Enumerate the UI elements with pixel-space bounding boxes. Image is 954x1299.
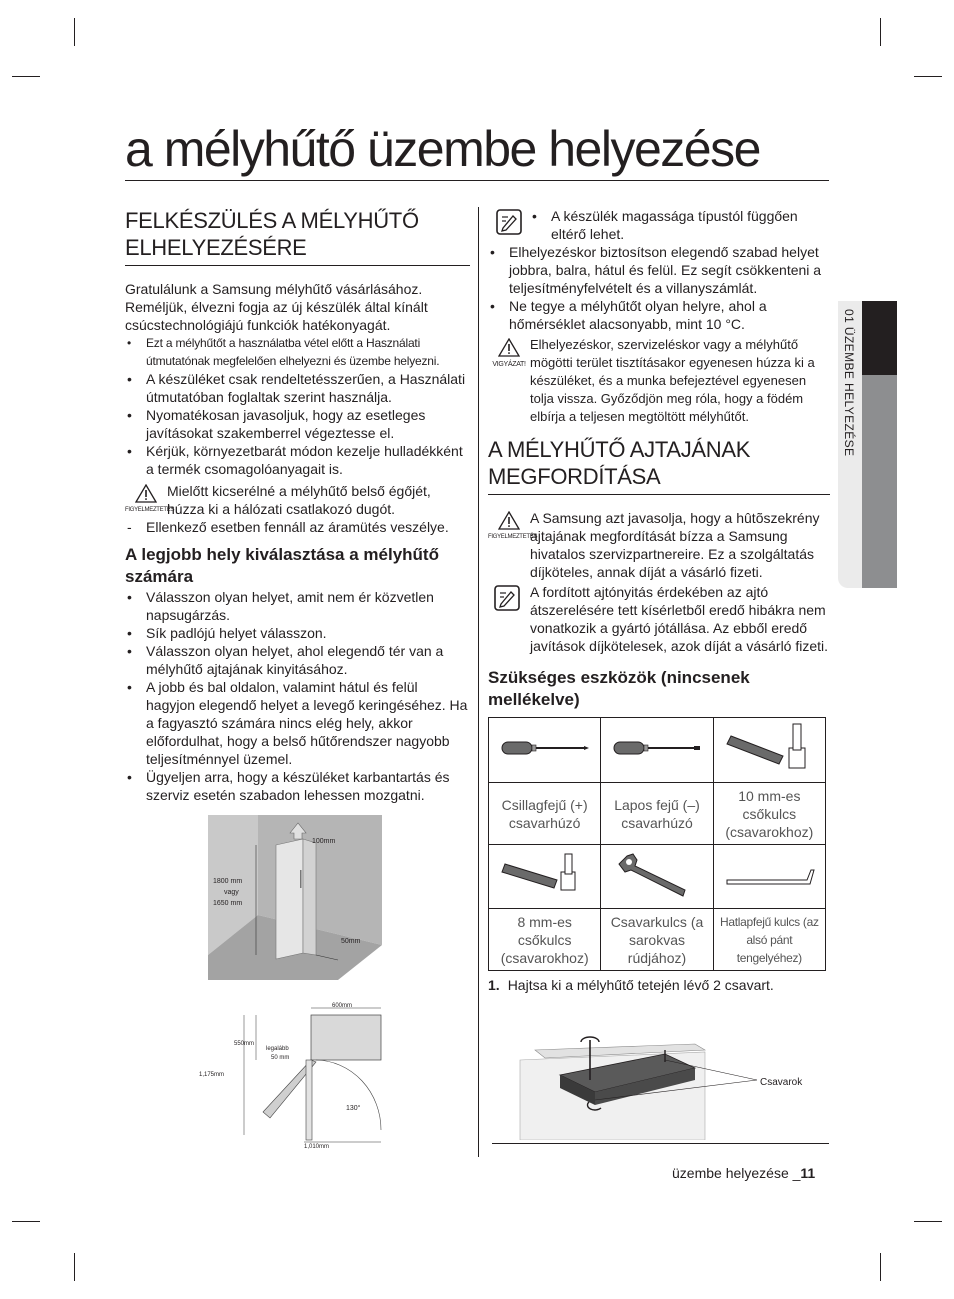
right-column xyxy=(488,207,830,994)
note-block xyxy=(488,583,830,655)
section-heading-door-reversal: A MÉLYHŰTŐ AJTAJÁNAK MEGFORDÍTÁSA xyxy=(488,436,830,495)
placement-bullets xyxy=(488,243,830,333)
clearance-top-label: 100mm xyxy=(312,838,336,845)
crop-mark xyxy=(914,76,942,77)
tool-image-wrench xyxy=(601,845,713,909)
height-label-or: vagy xyxy=(224,889,239,896)
screw-removal-illustration xyxy=(515,1030,815,1140)
warning-label: FIGYELMEZTETÉS xyxy=(125,507,175,513)
depth-label: 550mm xyxy=(234,1041,255,1047)
place-bullets xyxy=(125,588,470,804)
tool-image-hex-key xyxy=(713,845,825,909)
tool-label: Lapos fejű (–) csavarhúzó xyxy=(601,783,713,845)
tool-label: Csillagfejű (+) csavarhúzó xyxy=(489,783,601,845)
left-column xyxy=(125,207,470,804)
tool-image-flat xyxy=(601,718,713,783)
crop-mark xyxy=(12,76,40,77)
list-item: • Elhelyezéskor biztosítson elegendő szabad helyet jobbra, balra, hátul és felül. Ez segít csökkenteni a teljesítményfelvételt és a villanyszámlát. xyxy=(488,243,830,297)
chapter-tab-label: 01 ÜZEMBE HELYEZÉSE xyxy=(842,309,856,457)
intro-bullets xyxy=(125,334,470,478)
warning-icon xyxy=(125,484,175,514)
list-item: • Ne tegye a mélyhűtőt olyan helyre, ahol a hőmérséklet alacsonyabb, mint 10 °C. xyxy=(488,297,830,333)
list-item: • Válasszon olyan helyet, ahol elegendő tér van a mélyhűtő ajtajának kinyitásához. xyxy=(125,642,470,678)
note-icon xyxy=(496,209,522,239)
warning-icon xyxy=(488,511,538,541)
height-label-2: 1650 mm xyxy=(213,900,243,907)
min-gap-label: legalább xyxy=(266,1046,289,1052)
crop-mark xyxy=(12,1221,40,1222)
caution-icon xyxy=(488,338,530,368)
tool-image-socket-10mm xyxy=(713,718,825,783)
screws-callout: Csavarok xyxy=(760,1077,803,1088)
tools-table xyxy=(488,717,826,971)
list-item: • A jobb és bal oldalon, valamint hátul és felül hagyjon elegendő helyet a levegő keringéséhez. Ha a fagyasztó számára nincs elég hely, akkor előfordulhat, hogy a belső hűtőrendszer nagyobb teljesítménnyel üzemel. xyxy=(125,678,470,768)
total-depth-label: 1,175mm xyxy=(199,1072,225,1078)
page-footer xyxy=(672,1165,815,1181)
tool-image-phillips xyxy=(489,718,601,783)
warning-block xyxy=(488,509,830,581)
step-number: 1. xyxy=(488,977,500,993)
crop-mark xyxy=(74,18,75,46)
column-divider xyxy=(478,207,479,1157)
tool-label: 10 mm-es csőkulcs (csavarokhoz) xyxy=(713,783,825,845)
caution-block xyxy=(488,336,830,426)
list-item: • Nyomatékosan javasoljuk, hogy az esetleges javításokat szakemberrel végeztesse el. xyxy=(125,406,470,442)
note-icon xyxy=(494,585,520,615)
warning-text: A Samsung azt javasolja, hogy a hûtõszekrény ajtajának megfordítását bízza a Samsung hivatalos szervizpartnereire. Ez a szolgáltatás díjköteles, annak díját a vásárló fizeti. xyxy=(530,510,820,580)
tool-label: 8 mm-es csőkulcs (csavarokhoz) xyxy=(489,909,601,971)
min-gap-value: 50 mm xyxy=(271,1055,290,1061)
chapter-tab xyxy=(838,301,897,588)
list-item: • Ügyeljen arra, hogy a készüléket karbantartás és szerviz esetén szabadon lehessen mozgatni. xyxy=(125,768,470,804)
section-heading-preparation: FELKÉSZÜLÉS A MÉLYHŰTŐ ELHELYEZÉSÉRE xyxy=(125,207,470,266)
tools-heading: Szükséges eszközök (nincsenek mellékelve) xyxy=(488,668,750,709)
title-rule xyxy=(125,180,829,181)
list-item: • A készülék magassága típustól függően eltérő lehet. xyxy=(530,207,830,243)
page-title: a mélyhűtő üzembe helyezése xyxy=(125,121,760,177)
angle-label: 130° xyxy=(346,1105,361,1112)
clearance-side-label: 50mm xyxy=(341,938,361,945)
door-clearance-diagram xyxy=(196,1000,386,1150)
warning-label: FIGYELMEZTETÉS xyxy=(488,534,538,540)
tool-label: Csavarkulcs (a sarokvas rúdjához) xyxy=(601,909,713,971)
warning-consequence: - Ellenkező esetben fennáll az áramütés veszélye. xyxy=(125,518,470,536)
crop-mark xyxy=(880,1253,881,1281)
width-label: 600mm xyxy=(332,1003,353,1009)
bottom-rule xyxy=(492,1143,829,1144)
crop-mark xyxy=(880,18,881,46)
list-item: • Sík padlójú helyet válasszon. xyxy=(125,624,470,642)
caution-label: VIGYÁZAT! xyxy=(492,361,526,368)
warning-block xyxy=(125,482,470,518)
list-item: • A készüléket csak rendeltetésszerűen, a Használati útmutatóban foglaltak szerint használja. xyxy=(125,370,470,406)
sub-heading-best-place: A legjobb hely kiválasztása a mélyhűtő számára xyxy=(125,545,439,586)
step-1 xyxy=(488,976,830,994)
step-text: Hajtsa ki a mélyhűtő tetején lévő 2 csavart. xyxy=(507,977,774,993)
page-number: 11 xyxy=(800,1165,816,1181)
list-item: • Ezt a mélyhűtőt a használatba vétel előtt a Használati útmutatónak megfelelően elhelyezni és üzembe helyezni. xyxy=(125,334,470,370)
caution-text: Elhelyezéskor, szervizeléskor vagy a mélyhűtő mögötti terület tisztításakor egyenesen húzza ki a készüléket, és a munka befejeztével egyenesen tolja vissza. Győződjön meg róla, hogy a födém elbírja a teljesen megtöltött mélyhűtőt. xyxy=(530,337,815,424)
warning-text: Mielőtt kicserélné a mélyhűtő belső égőjét, húzza ki a hálózati csatlakozó dugót. xyxy=(167,483,431,517)
tool-label: Hatlapfejű kulcs (az alsó pánt tengelyéhez) xyxy=(713,909,825,971)
total-width-label: 1,010mm xyxy=(304,1144,330,1150)
clearance-illustration xyxy=(208,815,383,980)
note-text: A fordított ajtónyitás érdekében az ajtó átszerelésére tett kísérletből eredő hibákra nem vonatkozik a gyártó jótállása. Az ebből eredő javítások díjkötelesek, azok díját a vásárló fizeti. xyxy=(530,584,829,654)
note-block xyxy=(488,207,830,243)
height-label-1: 1800 mm xyxy=(213,878,243,885)
intro-paragraph: Gratulálunk a Samsung mélyhűtő vásárlásához. Reméljük, élvezni fogja az új készülék által kínált csúcstechnológiájú funkciók hatékonyagát. xyxy=(125,281,428,333)
list-item: • Kérjük, környezetbarát módon kezelje hulladékként a termék csomagolóanyagait is. xyxy=(125,442,470,478)
list-item: • Válasszon olyan helyet, amit nem ér közvetlen napsugárzás. xyxy=(125,588,470,624)
crop-mark xyxy=(914,1221,942,1222)
footer-text: üzembe helyezése _ xyxy=(672,1165,801,1181)
crop-mark xyxy=(74,1253,75,1281)
tool-image-socket-8mm xyxy=(489,845,601,909)
